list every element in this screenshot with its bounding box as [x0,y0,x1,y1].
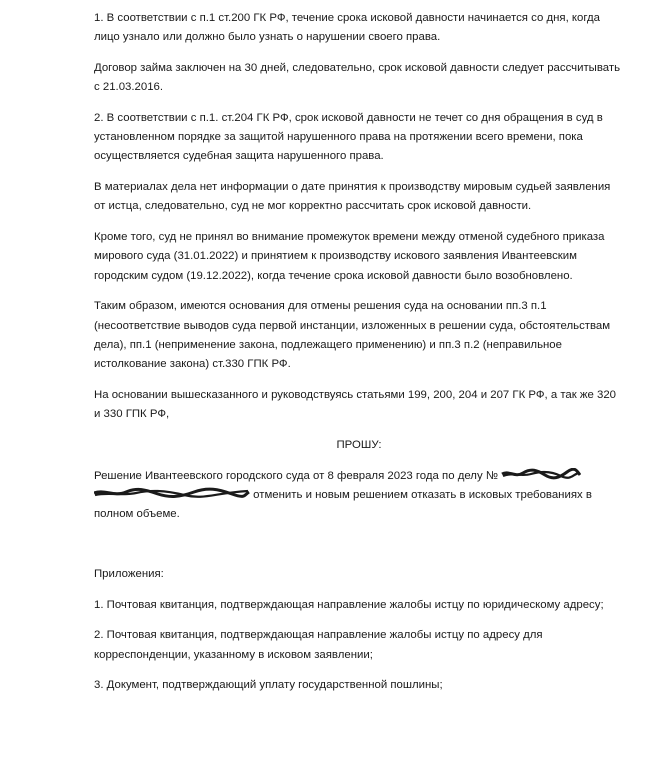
attachments-title: Приложения: [94,567,164,580]
paragraph-6: Таким образом, имеются основания для отмены решения суда на основании пп.3 п.1 (несоответствие выводов суда первой инстанции, изложенных в решении суда, обстоятельствам дела), пп.1 (неприменение закона, подлежащего применению) и пп.3 п.2 (неправильное истолкование закона) ст.330 ГПК РФ. [94,300,611,371]
request-heading: ПРОШУ: [336,438,382,451]
attachment-item-1: 1. Почтовая квитанция, подтверждающая направление жалобы истцу по юридическому адресу; [94,598,604,611]
spacer [94,536,624,565]
request-paragraph [94,467,624,525]
paragraph-3: 2. В соответствии с п.1. ст.204 ГК РФ, срок исковой давности не течет со дня обращения в суд в установленном порядке за защитой нарушенного права на протяжении всего времени, пока осуществляется судебная защита нарушенного права. [94,112,603,163]
document-page [94,9,624,707]
redaction-scribble [501,468,581,480]
attachment-item-3: 3. Документ, подтверждающий уплату государственной пошлины; [94,679,443,692]
paragraph-1: 1. В соответствии с п.1 ст.200 ГК РФ, течение срока исковой давности начинается со дня, когда лицо узнало или должно было узнать о нарушении своего права. [94,12,600,44]
paragraph-4: В материалах дела нет информации о дате принятия к производству мировым судьей заявления от истца, следовательно, суд не мог корректно рассчитать срок исковой давности. [94,181,611,213]
redaction-scribble-line2 [94,487,250,499]
paragraph-7: На основании вышесказанного и руководствуясь статьями 199, 200, 204 и 207 ГК РФ, а так же 320 и 330 ГПК РФ, [94,388,617,421]
attachment-item-2: 2. Почтовая квитанция, подтверждающая направление жалобы истцу по адресу для корреспонденции, указанному в исковом заявлении; [94,629,543,661]
request-text-after: отменить и новым решением отказать в исковых требованиях в полном объеме. [94,488,592,521]
paragraph-5: Кроме того, суд не принял во внимание промежуток времени между отменой судебного приказа мирового суда (31.01.2022) и принятием к производству искового заявления Ивантеевским городским судом (19.12.2022), когда течение срока исковой давности было возобновлено. [94,231,605,282]
request-text-before: Решение Ивантеевского городского суда от 8 февраля 2023 года по делу № [94,469,502,482]
paragraph-2: Договор займа заключен на 30 дней, следовательно, срок исковой давности следует рассчитывать с 21.03.2016. [94,62,621,94]
